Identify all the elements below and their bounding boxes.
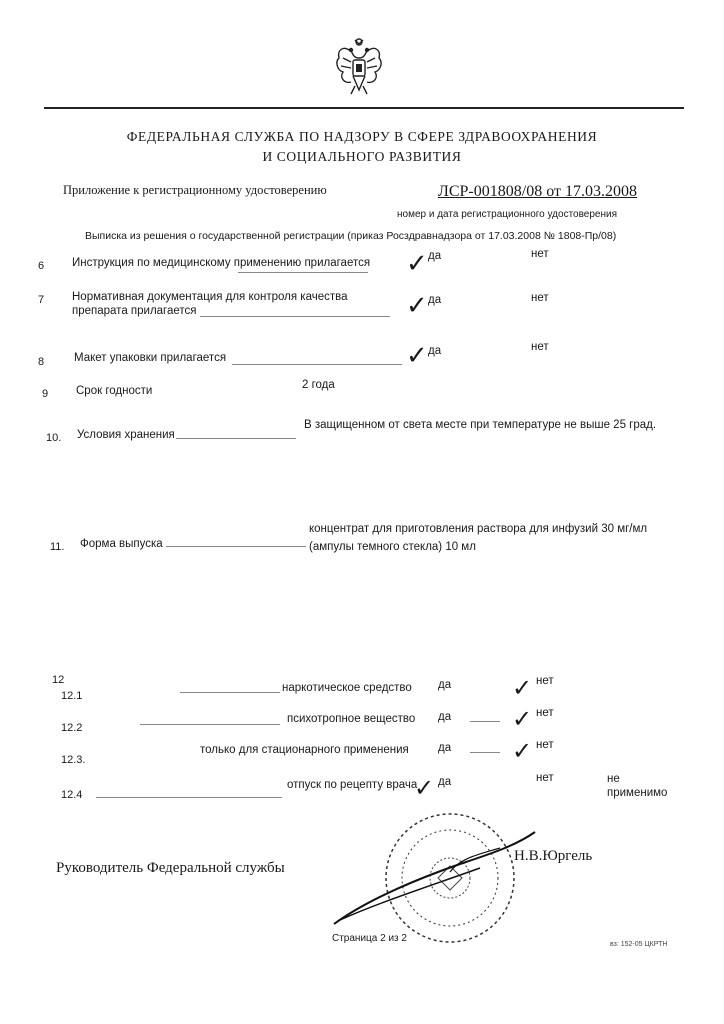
row-12-2-number: 12.2 <box>61 722 83 734</box>
signatory-name: Н.В.Юргель <box>514 848 593 864</box>
row-12-4-na-line2: применимо <box>607 787 668 799</box>
row-12-2-no: нет <box>536 707 554 719</box>
row-12-4-na-line1: не <box>607 773 620 785</box>
item-7-yes: да <box>428 294 442 306</box>
item-6-label: Инструкция по медицинскому применению прилагается <box>72 257 371 269</box>
signature-icon <box>330 828 540 928</box>
row-12-4-label: отпуск по рецепту врача <box>287 779 418 791</box>
item-8-yes: да <box>428 345 442 357</box>
item-6-number: 6 <box>38 260 45 272</box>
item-8-no: нет <box>531 341 549 353</box>
row-12-2-check-icon: ✓ <box>512 705 533 733</box>
agency-title-line2: И СОЦИАЛЬНОГО РАЗВИТИЯ <box>262 149 462 164</box>
row-12-2-label: психотропное вещество <box>287 713 416 725</box>
registration-number: ЛСР-001808/08 от 17.03.2008 <box>438 183 637 200</box>
row-12-4-yes: да <box>438 776 452 788</box>
row-12-3-label: только для стационарного применения <box>200 744 409 756</box>
state-emblem-icon <box>329 36 389 98</box>
item-8-number: 8 <box>38 356 45 368</box>
row-12-1-number: 12.1 <box>61 690 83 702</box>
registration-caption: номер и дата регистрационного удостоверения <box>397 209 618 220</box>
agency-title-line1: ФЕДЕРАЛЬНАЯ СЛУЖБА ПО НАДЗОРУ В СФЕРЕ ЗДРАВООХРАНЕНИЯ <box>126 129 598 144</box>
item-10-number: 10. <box>46 432 62 444</box>
item-11-value-line1: концентрат для приготовления раствора для инфузий 30 мг/мл <box>309 523 648 535</box>
row-12-1-no: нет <box>536 675 554 687</box>
section-12-number: 12 <box>52 674 65 686</box>
header-rule <box>44 107 684 109</box>
row-12-4-no: нет <box>536 772 554 784</box>
item-11-number: 11. <box>50 541 65 553</box>
row-12-3-check-icon: ✓ <box>512 737 533 765</box>
item-6-yes: да <box>428 250 442 262</box>
item-7-check-icon: ✓ <box>406 291 428 321</box>
item-9-value: 2 года <box>302 379 335 391</box>
row-12-1-yes: да <box>438 679 452 691</box>
item-8-label: Макет упаковки прилагается <box>74 352 227 364</box>
row-12-1-label: наркотическое средство <box>282 682 412 694</box>
item-11-label: Форма выпуска <box>80 538 163 550</box>
row-12-3-no: нет <box>536 739 554 751</box>
item-6-check-icon: ✓ <box>406 249 428 279</box>
signatory-title: Руководитель Федеральной службы <box>56 860 285 876</box>
row-12-3-number: 12.3. <box>61 754 86 766</box>
row-12-4-check-icon: ✓ <box>414 774 435 802</box>
item-10-label: Условия хранения <box>77 429 175 441</box>
page-number: Страница 2 из 2 <box>332 933 407 944</box>
extract-line: Выписка из решения о государственной регистрации (приказ Росздравнадзора от 17.03.2008 № 1808-Пр/08) <box>85 230 617 242</box>
item-9-label: Срок годности <box>76 385 153 397</box>
item-8-check-icon: ✓ <box>406 341 428 371</box>
row-12-2-yes: да <box>438 711 452 723</box>
appendix-label: Приложение к регистрационному удостоверению <box>63 183 327 197</box>
row-12-3-yes: да <box>438 742 452 754</box>
item-7-label-line1: Нормативная документация для контроля качества <box>72 291 348 303</box>
row-12-1-check-icon: ✓ <box>512 674 533 702</box>
form-code: вз: 152-05 ЦКРТН <box>610 941 668 948</box>
item-10-value: В защищенном от света месте при температуре не выше 25 град. <box>304 419 657 431</box>
item-9-number: 9 <box>42 388 49 400</box>
item-7-no: нет <box>531 292 549 304</box>
item-11-value-line2: (ампулы темного стекла) 10 мл <box>309 541 476 553</box>
item-7-number: 7 <box>38 294 45 306</box>
row-12-4-number: 12.4 <box>61 789 83 801</box>
item-6-no: нет <box>531 248 549 260</box>
item-7-label-line2: препарата прилагается <box>72 305 197 317</box>
